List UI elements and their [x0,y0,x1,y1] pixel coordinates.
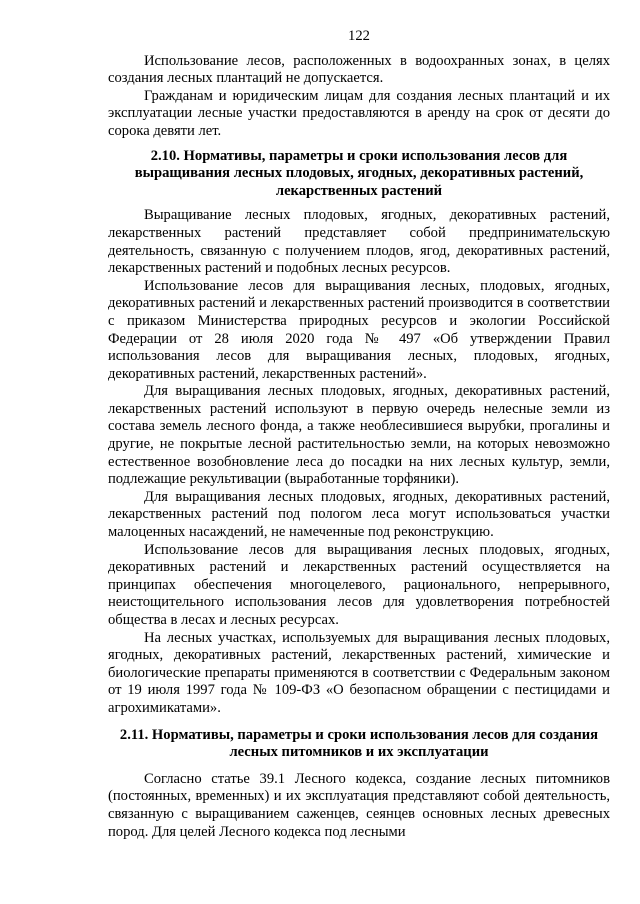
section-heading-2-10: 2.10. Нормативы, параметры и сроки использования лесов для выращивания лесных плодовых, ягодных, декоративных растений, лекарственных растений [134,147,584,199]
paragraph: На лесных участках, используемых для выращивания лесных плодовых, ягодных, декоративных растений, лекарственных растений, химические и биологические препараты применяются в соответствии с Федеральным законом от 19 июля 1997 года № 109-ФЗ «О безопасном обращении с пестицидами и агрохимикатами». [108,629,610,716]
paragraph: Для выращивания лесных плодовых, ягодных, декоративных растений, лекарственных растений под пологом леса могут использоваться участки малоценных насаждений, не намеченные под реконструкцию. [108,488,610,541]
paragraph: Гражданам и юридическим лицам для создания лесных плантаций и их эксплуатации лесные участки предоставляются в аренду на срок от десяти до сорока девяти лет. [108,87,610,139]
paragraph: Использование лесов для выращивания лесных плодовых, ягодных, декоративных растений и лекарственных растений осуществляется на принципах обеспечения многоцелевого, рационального, непрерывного, неистощительного использования лесов для удовлетворения потребностей общества в лесах и лесных ресурсах. [108,541,610,628]
document-page [108,28,610,841]
paragraph: Выращивание лесных плодовых, ягодных, декоративных растений, лекарственных растений представляет собой предпринимательскую деятельность, связанную с получением плодов, ягод, декоративных растений, лекарственных растений и подобных лесных ресурсов. [108,207,610,277]
paragraph: Использование лесов для выращивания лесных, плодовых, ягодных, декоративных растений и лекарственных растений производится в соответствии с приказом Министерства природных ресурсов и экологии Российской Федерации от 28 июля 2020 года № 497 «Об утверждении Правил использования лесов для выращивания лесных, плодовых, ягодных, декоративных растений, лекарственных растений». [108,277,610,382]
section-heading-2-11: 2.11. Нормативы, параметры и сроки использования лесов для создания лесных питомников и их эксплуатации [119,726,599,761]
paragraph: Согласно статье 39.1 Лесного кодекса, создание лесных питомников (постоянных, временных) и их эксплуатация представляют собой деятельность, связанную с выращиванием саженцев, сеянцев основных лесных древесных пород. Для целей Лесного кодекса под лесными [108,770,610,840]
page-number: 122 [348,28,370,44]
paragraph: Для выращивания лесных плодовых, ягодных, декоративных растений, лекарственных растений используют в первую очередь нелесные земли из состава земель лесного фонда, а также необлесившиеся вырубки, прогалины и другие, не покрытые лесной растительностью земли, на которых невозможно естественное возобновление леса до посадки на них лесных культур, земли, подлежащие рекультивации (выработанные торфяники). [108,383,610,488]
paragraph: Использование лесов, расположенных в водоохранных зонах, в целях создания лесных плантаций не допускается. [108,52,610,87]
